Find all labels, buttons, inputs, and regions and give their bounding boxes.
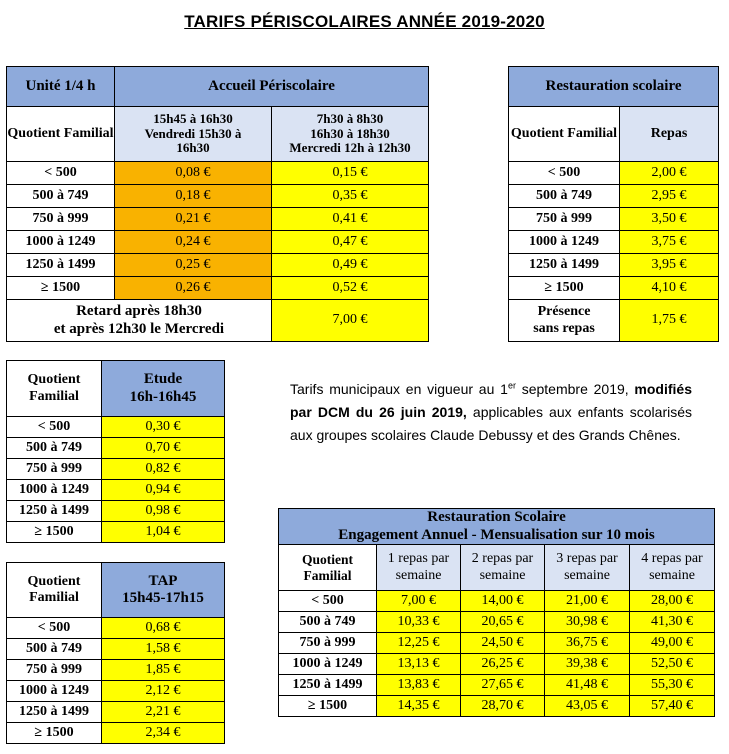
qf-cell: 1250 à 1499 xyxy=(7,702,102,723)
table-row xyxy=(7,480,225,501)
price-cell: 0,18 € xyxy=(115,185,272,208)
etude-header-line: 16h-16h45 xyxy=(129,388,197,405)
qf-cell: 500 à 749 xyxy=(279,612,377,633)
price-cell: 1,85 € xyxy=(102,660,225,681)
qf-label: Quotient Familial xyxy=(7,107,115,162)
note-text: applicables aux enfants scolarisés aux groupes scolaires Claude Debussy et des Grands Chênes. xyxy=(290,404,693,443)
price-cell: 14,35 € xyxy=(377,696,461,717)
qf-cell: < 500 xyxy=(7,417,102,438)
etude-header xyxy=(102,361,225,417)
time-slot-2 xyxy=(272,107,429,162)
presence-label-line: Présence xyxy=(537,304,591,320)
table-row xyxy=(279,633,715,654)
price-cell: 3,50 € xyxy=(620,208,719,231)
qf-cell: 1000 à 1249 xyxy=(279,654,377,675)
price-cell: 1,58 € xyxy=(102,639,225,660)
price-cell: 43,05 € xyxy=(545,696,630,717)
accueil-periscolaire-table xyxy=(6,66,429,342)
note-text: septembre 2019, xyxy=(515,381,635,397)
table-row xyxy=(7,254,429,277)
price-cell: 0,24 € xyxy=(115,231,272,254)
price-cell: 27,65 € xyxy=(461,675,545,696)
table-row xyxy=(509,185,719,208)
engagement-header-line: Engagement Annuel - Mensualisation sur 10 mois xyxy=(338,526,655,543)
note-text: Tarifs municipaux en vigueur au 1 xyxy=(290,381,508,397)
table-row xyxy=(509,208,719,231)
time-slot-1 xyxy=(115,107,272,162)
price-cell: 0,15 € xyxy=(272,162,429,185)
unit-label: Unité 1/4 h xyxy=(7,67,115,107)
qf-label: Quotient Familial xyxy=(7,563,102,618)
price-cell: 0,21 € xyxy=(115,208,272,231)
table-row xyxy=(7,681,225,702)
qf-cell: 1000 à 1249 xyxy=(7,480,102,501)
time-slot-2-line: Mercredi 12h à 12h30 xyxy=(289,140,411,156)
col-1-repas: 1 repas par semaine xyxy=(377,545,461,591)
qf-cell: 1000 à 1249 xyxy=(509,231,620,254)
price-cell: 55,30 € xyxy=(630,675,715,696)
price-cell: 12,25 € xyxy=(377,633,461,654)
tarifs-note xyxy=(290,378,692,447)
restauration-header: Restauration scolaire xyxy=(509,67,719,107)
price-cell: 0,47 € xyxy=(272,231,429,254)
table-row xyxy=(7,702,225,723)
presence-label-line: sans repas xyxy=(533,320,595,336)
table-row xyxy=(7,300,429,342)
page-title: TARIFS PÉRISCOLAIRES ANNÉE 2019-2020 xyxy=(184,12,545,31)
price-cell: 2,00 € xyxy=(620,162,719,185)
price-cell: 2,95 € xyxy=(620,185,719,208)
price-cell: 0,26 € xyxy=(115,277,272,300)
price-cell: 41,30 € xyxy=(630,612,715,633)
qf-cell: ≥ 1500 xyxy=(7,277,115,300)
qf-cell: 750 à 999 xyxy=(7,459,102,480)
presence-value: 1,75 € xyxy=(620,300,719,342)
table-row xyxy=(7,459,225,480)
table-row xyxy=(7,277,429,300)
price-cell: 1,04 € xyxy=(102,522,225,543)
etude-table xyxy=(6,360,225,543)
price-cell: 28,00 € xyxy=(630,591,715,612)
price-cell: 0,25 € xyxy=(115,254,272,277)
qf-cell: ≥ 1500 xyxy=(509,277,620,300)
price-cell: 13,13 € xyxy=(377,654,461,675)
qf-cell: ≥ 1500 xyxy=(279,696,377,717)
qf-label: Quotient Familial xyxy=(7,361,102,417)
table-row xyxy=(7,438,225,459)
qf-cell: < 500 xyxy=(7,162,115,185)
time-slot-1-line: 16h30 xyxy=(176,140,210,156)
etude-header-line: Etude xyxy=(143,371,183,388)
price-cell: 0,49 € xyxy=(272,254,429,277)
table-row xyxy=(7,162,429,185)
qf-cell: 750 à 999 xyxy=(509,208,620,231)
price-cell: 0,08 € xyxy=(115,162,272,185)
time-slot-1-line: Vendredi 15h30 à xyxy=(144,125,242,141)
price-cell: 4,10 € xyxy=(620,277,719,300)
table-row xyxy=(7,208,429,231)
table-row xyxy=(7,231,429,254)
qf-label: Quotient Familial xyxy=(279,545,377,591)
price-cell: 0,94 € xyxy=(102,480,225,501)
restauration-scolaire-table xyxy=(508,66,719,342)
table-row xyxy=(509,254,719,277)
qf-cell: < 500 xyxy=(7,618,102,639)
price-cell: 20,65 € xyxy=(461,612,545,633)
price-cell: 26,25 € xyxy=(461,654,545,675)
qf-cell: 500 à 749 xyxy=(7,185,115,208)
qf-cell: 750 à 999 xyxy=(7,660,102,681)
presence-label xyxy=(509,300,620,342)
retard-value: 7,00 € xyxy=(272,300,429,342)
qf-cell: 1000 à 1249 xyxy=(7,231,115,254)
price-cell: 3,95 € xyxy=(620,254,719,277)
table-row xyxy=(279,654,715,675)
price-cell: 52,50 € xyxy=(630,654,715,675)
price-cell: 0,41 € xyxy=(272,208,429,231)
tap-header-line: 15h45-17h15 xyxy=(122,590,204,606)
table-row xyxy=(279,675,715,696)
table-row xyxy=(7,618,225,639)
price-cell: 0,82 € xyxy=(102,459,225,480)
price-cell: 41,48 € xyxy=(545,675,630,696)
table-row xyxy=(7,723,225,744)
price-cell: 3,75 € xyxy=(620,231,719,254)
engagement-header-line: Restauration Scolaire xyxy=(427,509,566,526)
qf-cell: ≥ 1500 xyxy=(7,522,102,543)
table-row xyxy=(509,300,719,342)
table-row xyxy=(509,231,719,254)
price-cell: 14,00 € xyxy=(461,591,545,612)
price-cell: 2,34 € xyxy=(102,723,225,744)
price-cell: 0,35 € xyxy=(272,185,429,208)
qf-cell: ≥ 1500 xyxy=(7,723,102,744)
repas-header: Repas xyxy=(620,107,719,162)
qf-cell: 1250 à 1499 xyxy=(7,254,115,277)
price-cell: 28,70 € xyxy=(461,696,545,717)
retard-label-line: et après 12h30 le Mercredi xyxy=(53,320,225,337)
col-2-repas: 2 repas par semaine xyxy=(461,545,545,591)
tap-table xyxy=(6,562,225,744)
time-slot-1-line: 15h45 à 16h30 xyxy=(153,110,233,126)
qf-cell: 1250 à 1499 xyxy=(279,675,377,696)
price-cell: 21,00 € xyxy=(545,591,630,612)
qf-cell: 500 à 749 xyxy=(7,438,102,459)
price-cell: 2,21 € xyxy=(102,702,225,723)
qf-cell: 500 à 749 xyxy=(7,639,102,660)
retard-label-line: Retard après 18h30 xyxy=(76,303,202,320)
table-row xyxy=(7,501,225,522)
accueil-header: Accueil Périscolaire xyxy=(115,67,429,107)
price-cell: 0,98 € xyxy=(102,501,225,522)
price-cell: 49,00 € xyxy=(630,633,715,654)
price-cell: 39,38 € xyxy=(545,654,630,675)
table-row xyxy=(7,522,225,543)
note-bold-text: modifiés par DCM du 26 juin 2019, xyxy=(290,381,692,420)
table-row xyxy=(509,277,719,300)
qf-cell: 750 à 999 xyxy=(7,208,115,231)
price-cell: 57,40 € xyxy=(630,696,715,717)
qf-cell: 750 à 999 xyxy=(279,633,377,654)
price-cell: 0,52 € xyxy=(272,277,429,300)
price-cell: 24,50 € xyxy=(461,633,545,654)
price-cell: 30,98 € xyxy=(545,612,630,633)
table-row xyxy=(279,612,715,633)
table-row xyxy=(7,185,429,208)
price-cell: 7,00 € xyxy=(377,591,461,612)
note-superscript: er xyxy=(507,380,516,391)
col-4-repas: 4 repas par semaine xyxy=(630,545,715,591)
qf-cell: 1250 à 1499 xyxy=(509,254,620,277)
qf-cell: 500 à 749 xyxy=(509,185,620,208)
qf-cell: 1000 à 1249 xyxy=(7,681,102,702)
price-cell: 2,12 € xyxy=(102,681,225,702)
price-cell: 0,70 € xyxy=(102,438,225,459)
table-row xyxy=(509,162,719,185)
qf-label: Quotient Familial xyxy=(509,107,620,162)
engagement-annuel-table xyxy=(278,508,715,717)
table-row xyxy=(7,660,225,681)
tap-header-line: TAP xyxy=(148,572,178,589)
col-3-repas: 3 repas par semaine xyxy=(545,545,630,591)
table-row xyxy=(7,417,225,438)
price-cell: 13,83 € xyxy=(377,675,461,696)
qf-cell: 1250 à 1499 xyxy=(7,501,102,522)
price-cell: 0,30 € xyxy=(102,417,225,438)
table-row xyxy=(7,639,225,660)
engagement-header xyxy=(279,509,715,545)
table-row xyxy=(279,591,715,612)
qf-cell: < 500 xyxy=(279,591,377,612)
time-slot-2-line: 7h30 à 8h30 xyxy=(316,110,384,126)
retard-label xyxy=(7,300,272,342)
time-slot-2-line: 16h30 à 18h30 xyxy=(310,125,390,141)
qf-cell: < 500 xyxy=(509,162,620,185)
price-cell: 36,75 € xyxy=(545,633,630,654)
tap-header xyxy=(102,563,225,618)
price-cell: 10,33 € xyxy=(377,612,461,633)
price-cell: 0,68 € xyxy=(102,618,225,639)
table-row xyxy=(279,696,715,717)
